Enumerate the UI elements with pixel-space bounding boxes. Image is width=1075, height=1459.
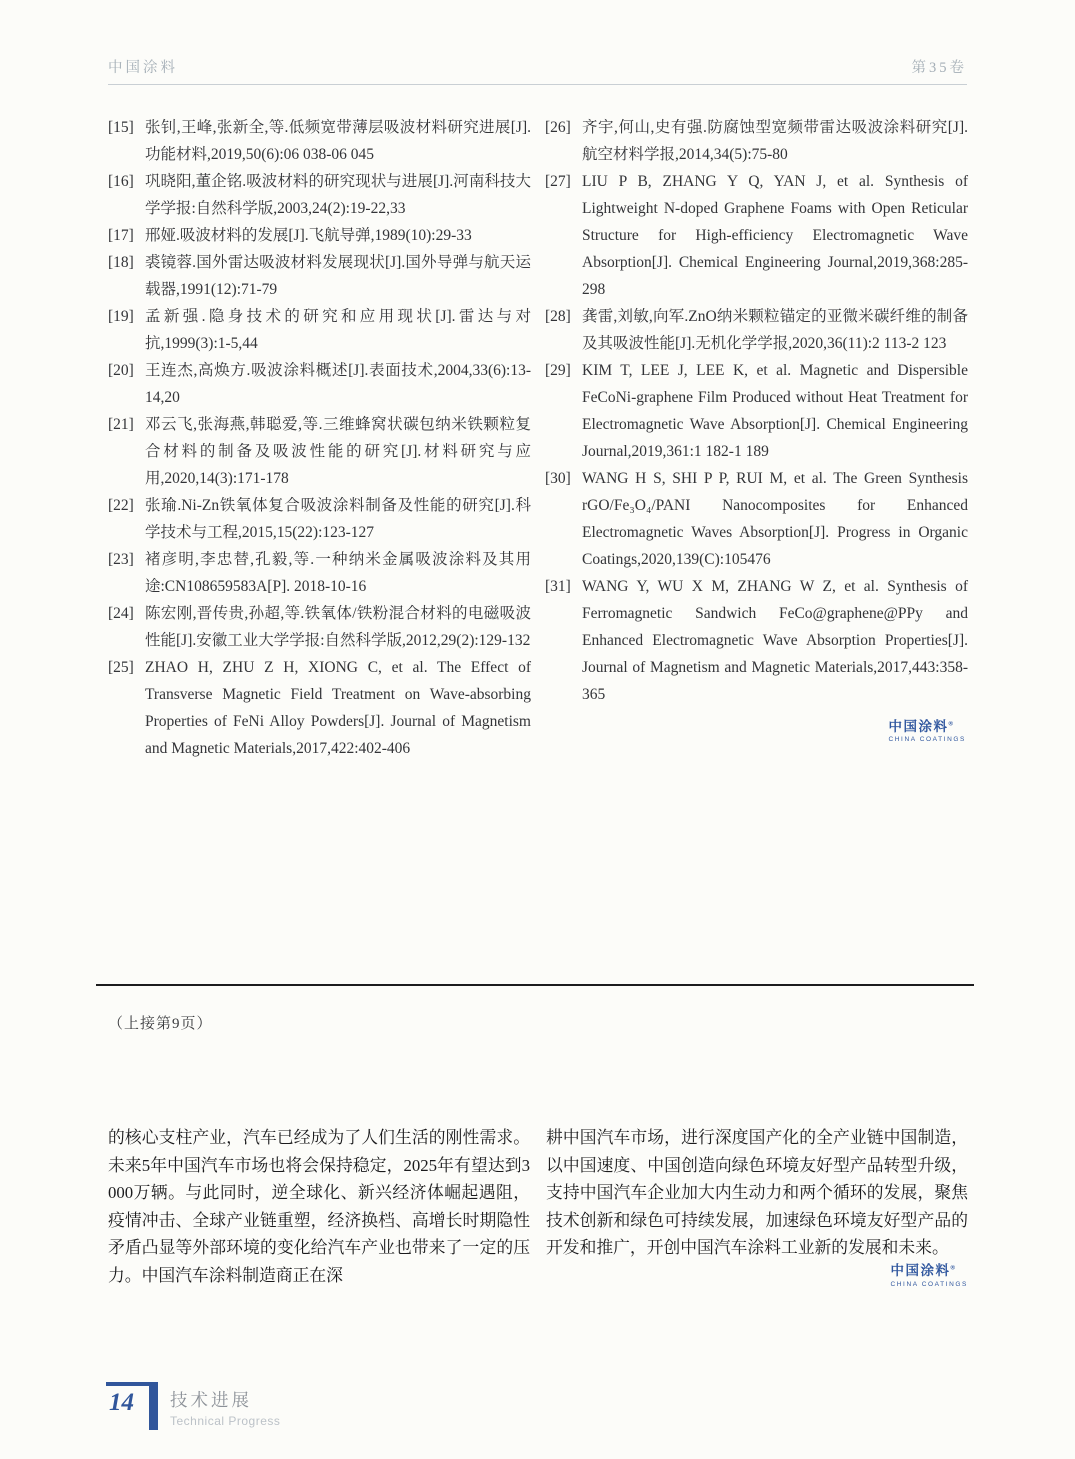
reference-text: 张钊,王峰,张新全,等.低频宽带薄层吸波材料研究进展[J].功能材料,2019,50(6):06 038-06 045 — [145, 119, 531, 163]
reference-number: [20] — [108, 362, 134, 379]
reference-item — [108, 600, 531, 654]
reference-text: 陈宏刚,晋传贵,孙超,等.铁氧体/铁粉混合材料的电磁吸波性能[J].安徽工业大学学报:自然科学版,2012,29(2):129-132 — [145, 605, 531, 649]
reference-item — [108, 654, 531, 762]
reference-text: WANG Y, WU X M, ZHANG W Z, et al. Synthesis of Ferromagnetic Sandwich FeCo@graphene@PPy and Enhanced Electromagnetic Wave Absorption Properties[J]. Journal of Magnetism and Magnetic Materials,2017,443:358-365 — [582, 578, 968, 703]
reference-number: [16] — [108, 173, 134, 190]
reference-text: 邓云飞,张海燕,韩聪爱,等.三维蜂窝状碳包纳米铁颗粒复合材料的制备及吸波性能的研究[J].材料研究与应用,2020,14(3):171-178 — [145, 416, 531, 487]
references-column-right-list — [545, 114, 968, 708]
reference-item — [545, 573, 968, 708]
reference-item — [108, 114, 531, 168]
page-number: 14 — [109, 1389, 134, 1416]
reference-text: 龚雷,刘敏,向军.ZnO纳米颗粒锚定的亚微米碳纤维的制备及其吸波性能[J].无机化学学报,2020,36(11):2 113-2 123 — [582, 308, 968, 352]
registered-mark: ® — [948, 721, 955, 728]
reference-item — [108, 222, 531, 249]
reference-number: [17] — [108, 227, 134, 244]
brand-logo-wrap — [545, 720, 968, 743]
reference-number: [15] — [108, 119, 134, 136]
reference-number: [23] — [108, 551, 134, 568]
reference-number: [31] — [545, 578, 571, 595]
reference-number: [30] — [545, 470, 571, 487]
references-section — [108, 114, 968, 762]
reference-item — [108, 249, 531, 303]
body-column-left: 的核心支柱产业，汽车已经成为了人们生活的刚性需求。未来5年中国汽车市场也将会保持稳定，2025年有望达到3 000万辆。与此同时，逆全球化、新兴经济体崛起遇阻，疫情冲击、全球产业链重塑，经济换档、高增长时期隐性矛盾凸显等外部环境的变化给汽车产业也带来了一定的压力。中国汽车涂料制造商正在深 — [108, 1128, 530, 1285]
continuation-note: （上接第9页） — [108, 1016, 213, 1032]
page-footer — [106, 1382, 280, 1432]
reference-number: [24] — [108, 605, 134, 622]
reference-text: ZHAO H, ZHU Z H, XIONG C, et al. The Effect of Transverse Magnetic Field Treatment on Wave-absorbing Properties of FeNi Alloy Powders[J]. Journal of Magnetism and Magnetic Materials,2017,422:402-406 — [145, 659, 531, 757]
reference-number: [27] — [545, 173, 571, 190]
reference-item — [545, 303, 968, 357]
volume-label: 第35卷 — [911, 60, 967, 76]
reference-item — [545, 168, 968, 303]
article-body — [108, 1124, 968, 1289]
reference-text: KIM T, LEE J, LEE K, et al. Magnetic and Dispersible FeCoNi-graphene Film Produced without Heat Treatment for Electromagnetic Wave Absorption[J]. Chemical Engineering Journal,2019,361:1 182-1 189 — [582, 362, 968, 460]
reference-text: WANG H S, SHI P P, RUI M, et al. The Green Synthesis rGO/Fe₃O₄/PANI Nanocomposites for Enhanced Electromagnetic Waves Absorption[J]. Progress in Organic Coatings,2020,139(C):105476 — [582, 470, 968, 568]
page-number-badge — [106, 1382, 158, 1432]
body-column-right — [546, 1124, 968, 1289]
references-column-right — [545, 114, 968, 762]
reference-text: 张瑜.Ni-Zn铁氧体复合吸波涂料制备及性能的研究[J].科学技术与工程,2015,15(22):123-127 — [145, 497, 531, 541]
reference-number: [22] — [108, 497, 134, 514]
reference-text: 邢娅.吸波材料的发展[J].飞航导弹,1989(10):29-33 — [145, 227, 472, 244]
reference-item — [108, 168, 531, 222]
badge-top-bar — [106, 1382, 153, 1386]
footer-section-title — [170, 1382, 280, 1428]
references-column-left — [108, 114, 531, 762]
page-header — [108, 56, 967, 77]
reference-number: [28] — [545, 308, 571, 325]
reference-item — [545, 114, 968, 168]
reference-number: [25] — [108, 659, 134, 676]
journal-title: 中国涂料 — [108, 60, 178, 76]
reference-item — [545, 357, 968, 465]
china-coatings-logo — [888, 720, 966, 743]
reference-item — [545, 465, 968, 573]
section-title-cn: 技术进展 — [170, 1390, 252, 1410]
logo-en-text: CHINA COATINGS — [890, 1280, 968, 1288]
reference-text: 孟新强.隐身技术的研究和应用现状[J].雷达与对抗,1999(3):1-5,44 — [145, 308, 531, 352]
reference-text: LIU P B, ZHANG Y Q, YAN J, et al. Synthesis of Lightweight N-doped Graphene Foams with Open Reticular Structure for High-efficiency Electromagnetic Wave Absorption[J]. Chemical Engineering Journal,2019,368:285-298 — [582, 173, 968, 298]
reference-number: [26] — [545, 119, 571, 136]
reference-item — [108, 492, 531, 546]
reference-item — [108, 411, 531, 492]
reference-item — [108, 357, 531, 411]
china-coatings-logo — [890, 1261, 968, 1288]
section-title-en: Technical Progress — [170, 1414, 281, 1428]
logo-cn-label: 中国涂料 — [888, 719, 949, 734]
reference-number: [21] — [108, 416, 134, 433]
reference-text: 王连杰,高焕方.吸波涂料概述[J].表面技术,2004,33(6):13-14,20 — [145, 362, 531, 406]
body-right-text: 耕中国汽车市场，进行深度国产化的全产业链中国制造，以中国速度、中国创造向绿色环境友好型产品转型升级，支持中国汽车企业加大内生动力和两个循环的发展，聚焦技术创新和绿色可持续发展，加速绿色环境友好型产品的开发和推广，开创中国汽车涂料工业新的发展和未来。 — [546, 1128, 968, 1257]
reference-text: 裘镜蓉.国外雷达吸波材料发展现状[J].国外导弹与航天运载器,1991(12):71-79 — [145, 254, 531, 298]
registered-mark: ® — [950, 1265, 957, 1272]
reference-number: [29] — [545, 362, 571, 379]
reference-item — [108, 303, 531, 357]
logo-cn-text — [888, 720, 966, 735]
reference-item — [108, 546, 531, 600]
reference-number: [19] — [108, 308, 134, 325]
logo-cn-text — [890, 1263, 956, 1278]
reference-text: 巩晓阳,董企铭.吸波材料的研究现状与进展[J].河南科技大学学报:自然科学版,2003,24(2):19-22,33 — [145, 173, 531, 217]
section-divider — [96, 984, 974, 986]
reference-number: [18] — [108, 254, 134, 271]
badge-side-bar — [149, 1382, 158, 1430]
reference-text: 褚彦明,李忠替,孔毅,等.一种纳米金属吸波涂料及其用途:CN108659583A[P]. 2018-10-16 — [145, 551, 531, 595]
logo-en-text: CHINA COATINGS — [888, 735, 966, 743]
logo-cn-label: 中国涂料 — [890, 1263, 951, 1279]
reference-text: 齐宇,何山,史有强.防腐蚀型宽频带雷达吸波涂料研究[J].航空材料学报,2014,34(5):75-80 — [582, 119, 968, 163]
header-divider — [108, 84, 967, 85]
